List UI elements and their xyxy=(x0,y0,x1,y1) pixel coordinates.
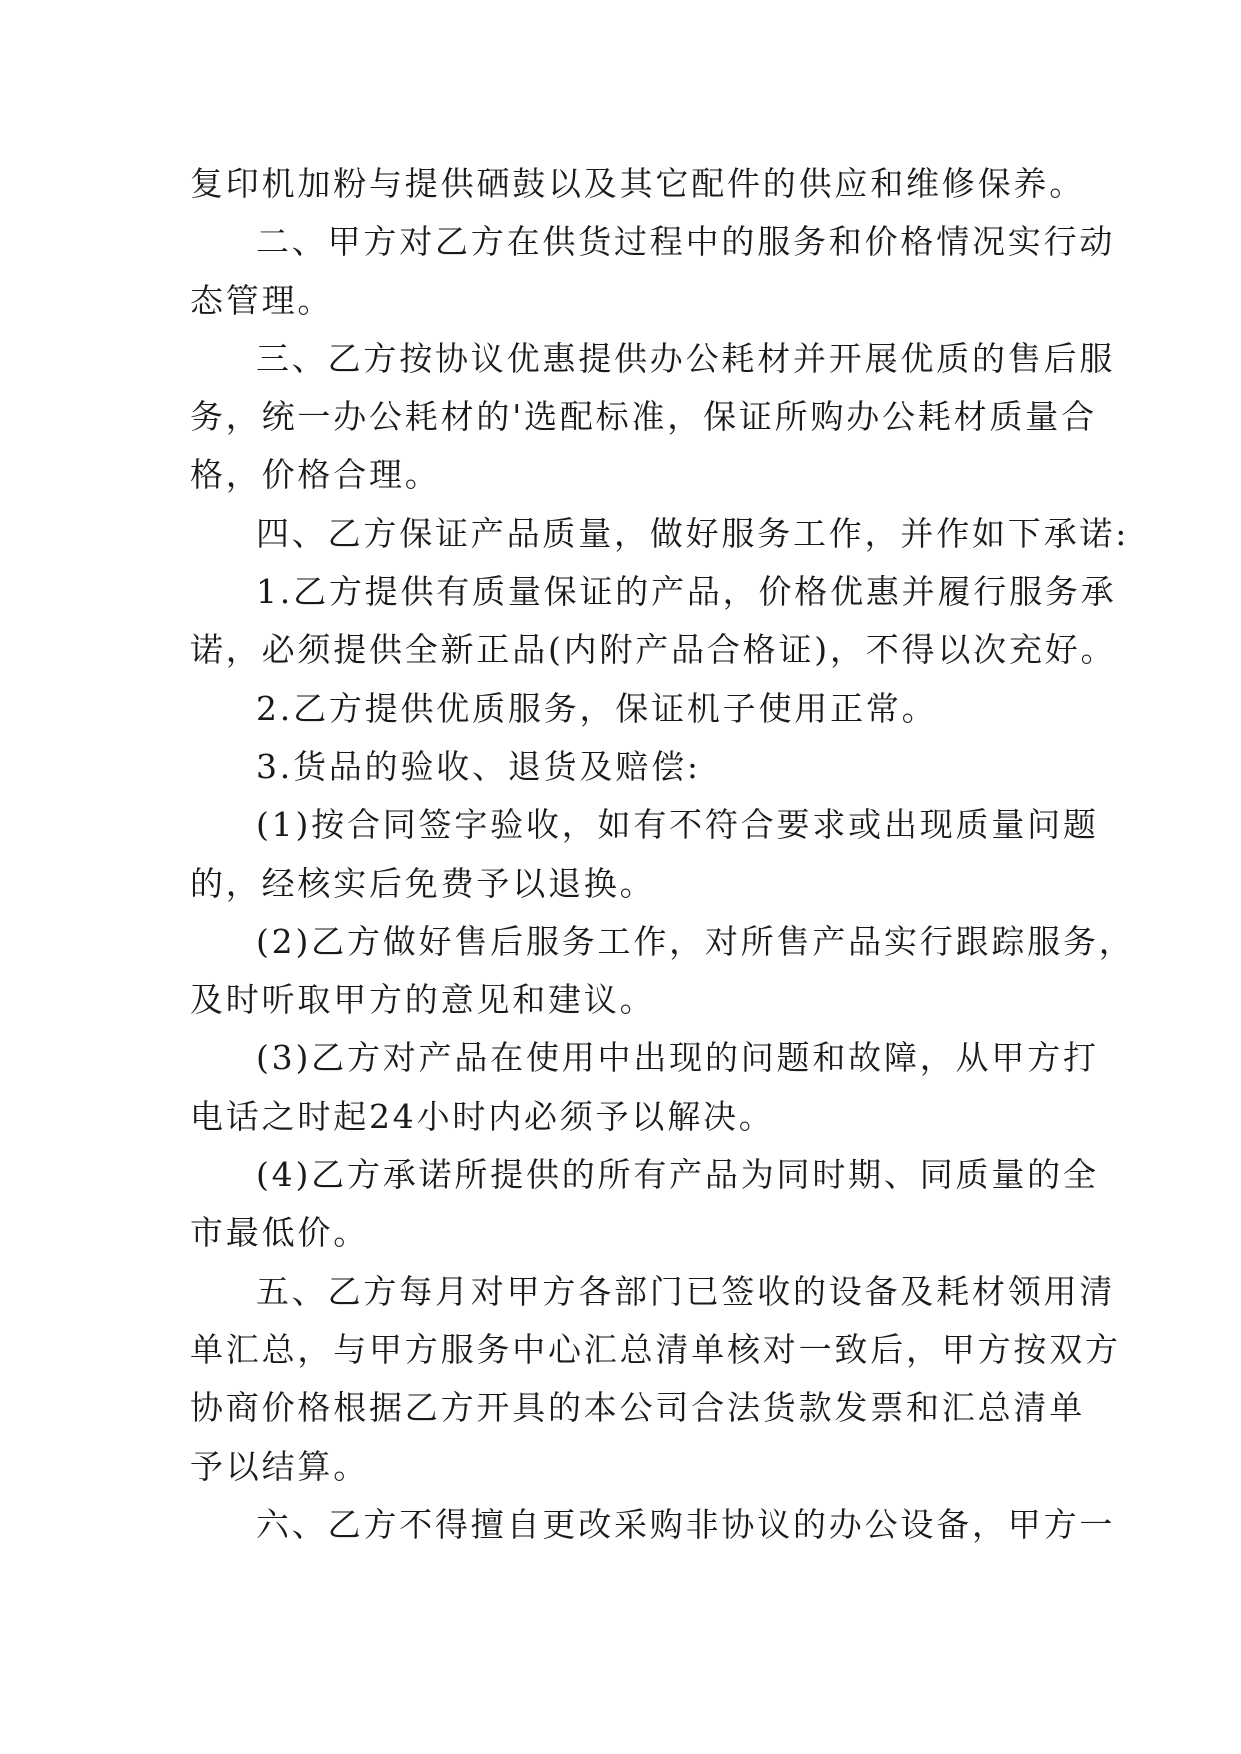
text-line: 予以结算。 xyxy=(190,1446,369,1486)
text-line: 1.乙方提供有质量保证的产品，价格优惠并履行服务承 xyxy=(256,572,1117,612)
text-line: 格，价格合理。 xyxy=(190,455,441,495)
text-line: 及时听取甲方的意见和建议。 xyxy=(190,980,656,1020)
text-line: (4)乙方承诺所提供的所有产品为同时期、同质量的全 xyxy=(256,1155,1099,1195)
text-line: 协商价格根据乙方开具的本公司合法货款发票和汇总清单 xyxy=(190,1388,1085,1428)
text-line: 五、乙方每月对甲方各部门已签收的设备及耗材领用清 xyxy=(256,1271,1116,1311)
text-line: (1)按合同签字验收，如有不符合要求或出现质量问题 xyxy=(256,805,1099,845)
text-line: 2.乙方提供优质服务，保证机子使用正常。 xyxy=(256,688,938,728)
text-line: (2)乙方做好售后服务工作，对所售产品实行跟踪服务， xyxy=(256,921,1135,961)
text-line: 二、甲方对乙方在供货过程中的服务和价格情况实行动 xyxy=(256,222,1116,262)
text-line: 单汇总，与甲方服务中心汇总清单核对一致后，甲方按双方 xyxy=(190,1329,1121,1369)
document-page xyxy=(190,155,1135,1554)
text-line: 三、乙方按协议优惠提供办公耗材并开展优质的售后服 xyxy=(256,338,1116,378)
text-line: 诺，必须提供全新正品(内附产品合格证)，不得以次充好。 xyxy=(190,630,1117,670)
text-line: 市最低价。 xyxy=(190,1213,369,1253)
text-line: 四、乙方保证产品质量，做好服务工作，并作如下承诺: xyxy=(256,513,1130,553)
text-line: 电话之时起24小时内必须予以解决。 xyxy=(190,1096,775,1136)
text-line: 六、乙方不得擅自更改采购非协议的办公设备，甲方一 xyxy=(256,1504,1116,1544)
text-line: 态管理。 xyxy=(190,280,334,320)
text-line: 3.货品的验收、退货及赔偿: xyxy=(256,746,701,786)
text-line: 的，经核实后免费予以退换。 xyxy=(190,863,656,903)
text-line: 复印机加粉与提供硒鼓以及其它配件的供应和维修保养。 xyxy=(190,164,1085,203)
text-line: 务，统一办公耗材的'选配标准，保证所购办公耗材质量合 xyxy=(190,397,1097,437)
text-line: (3)乙方对产品在使用中出现的问题和故障，从甲方打 xyxy=(256,1038,1099,1078)
